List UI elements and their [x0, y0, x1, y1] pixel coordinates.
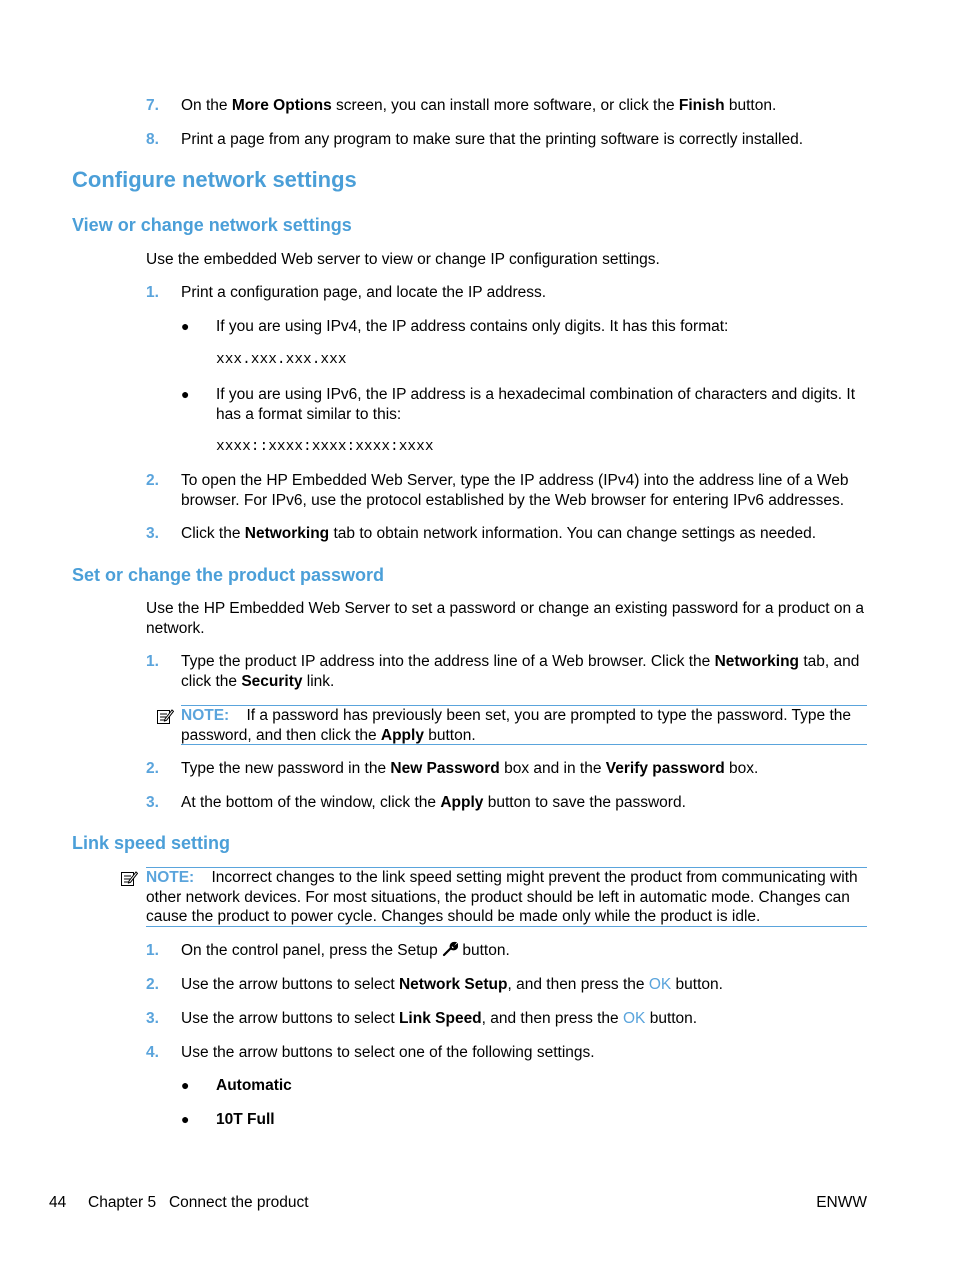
- view-step-1: Print a configuration page, and locate the IP address.: [181, 284, 547, 301]
- step-number: 4.: [146, 1044, 159, 1061]
- bullet-dot: ●: [181, 1111, 190, 1127]
- page-number: 44: [49, 1194, 67, 1211]
- footer-right: ENWW: [816, 1194, 867, 1211]
- step-number: 3.: [146, 525, 159, 542]
- step-number: 3.: [146, 794, 159, 811]
- step-number: 2.: [146, 760, 159, 777]
- step-number: 8.: [146, 131, 159, 148]
- step-8-text: Print a page from any program to make sure that the printing software is correctly installed.: [181, 131, 804, 148]
- password-step-2: Type the new password in the New Password box and in the Verify password box.: [181, 760, 759, 777]
- link-speed-heading: Link speed setting: [72, 833, 231, 853]
- step-number: 2.: [146, 472, 159, 489]
- option-10t-full: 10T Full: [216, 1111, 275, 1128]
- view-step-2: To open the HP Embedded Web Server, type the IP address (IPv4) into the address line of a Web browser. For IPv6, use the protocol established by the Web browser for entering IPv6 addresses.: [181, 472, 849, 509]
- bullet-dot: ●: [181, 318, 190, 334]
- step-number: 7.: [146, 97, 159, 114]
- wrench-icon: [442, 941, 458, 963]
- note-bottom-rule: [146, 926, 867, 927]
- ok-button-label: OK: [622, 1010, 646, 1027]
- view-step-3: Click the Networking tab to obtain network information. You can change settings as needed.: [181, 525, 817, 542]
- ipv6-format-code: xxxx::xxxx:xxxx:xxxx:xxxx: [216, 439, 434, 455]
- ipv4-format-code: xxx.xxx.xxx.xxx: [216, 352, 347, 368]
- chapter-title: Chapter 5 Connect the product: [88, 1194, 309, 1211]
- password-note: NOTE: If a password has previously been set, you are prompted to type the password. Type the password, and then click the Apply button.: [181, 707, 852, 744]
- step-number: 1.: [146, 284, 159, 301]
- section-title: Configure network settings: [72, 167, 357, 192]
- note-pencil-icon: [156, 707, 174, 730]
- step-number: 1.: [146, 653, 159, 670]
- ipv4-bullet-text: If you are using IPv4, the IP address contains only digits. It has this format:: [216, 318, 729, 335]
- step-number: 2.: [146, 976, 159, 993]
- link-step-3: Use the arrow buttons to select Link Speed, and then press the OK button.: [181, 1010, 698, 1027]
- link-step-2: Use the arrow buttons to select Network Setup, and then press the OK button.: [181, 976, 723, 993]
- note-label: NOTE:: [181, 707, 230, 724]
- option-automatic: Automatic: [216, 1077, 292, 1094]
- note-bottom-rule: [181, 744, 867, 745]
- bullet-dot: ●: [181, 386, 190, 402]
- link-step-4: Use the arrow buttons to select one of the following settings.: [181, 1044, 595, 1061]
- view-intro: Use the embedded Web server to view or change IP configuration settings.: [146, 251, 660, 268]
- note-pencil-icon: [120, 869, 138, 892]
- password-intro: Use the HP Embedded Web Server to set a password or change an existing password for a product on a network.: [146, 600, 864, 637]
- step-number: 1.: [146, 942, 159, 959]
- step-7-text: On the More Options screen, you can install more software, or click the Finish button.: [181, 97, 777, 114]
- bullet-dot: ●: [181, 1077, 190, 1093]
- password-step-1: Type the product IP address into the address line of a Web browser. Click the Networking tab, and click the Security link.: [181, 653, 860, 690]
- ok-button-label: OK: [648, 976, 672, 993]
- password-heading: Set or change the product password: [72, 565, 385, 585]
- password-step-3: At the bottom of the window, click the Apply button to save the password.: [181, 794, 686, 811]
- step-number: 3.: [146, 1010, 159, 1027]
- note-label: NOTE:: [146, 869, 195, 886]
- ipv6-bullet-text: If you are using IPv6, the IP address is a hexadecimal combination of characters and digits. It has a format similar to this:: [216, 386, 856, 423]
- link-step-1: On the control panel, press the Setup button.: [181, 941, 871, 963]
- view-settings-heading: View or change network settings: [72, 215, 352, 235]
- link-speed-note: NOTE: Incorrect changes to the link speed setting might prevent the product from communicating with other network devices. For most situations, the product should be left in automatic mode. Changes can cause the product to power cycle. Changes should be made only while the product is idle.: [146, 869, 858, 925]
